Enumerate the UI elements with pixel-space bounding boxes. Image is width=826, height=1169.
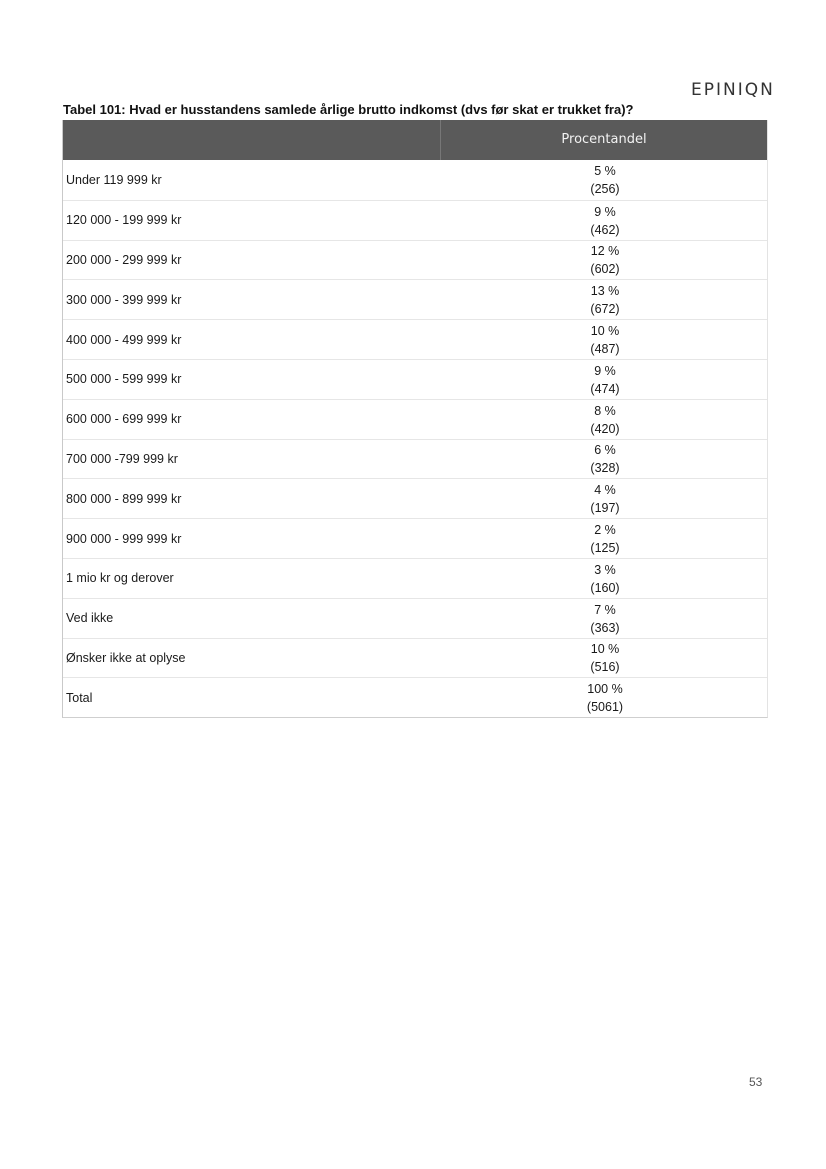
row-count: (462): [590, 222, 620, 237]
row-label: 700 000 -799 999 kr: [66, 451, 178, 466]
table-title: Tabel 101: Hvad er husstandens samlede årlige brutto indkomst (dvs før skat er trukket fra)?: [63, 102, 634, 117]
table-body: [63, 160, 767, 717]
row-percent: 9 %: [594, 204, 616, 219]
row-label: Ønsker ikke at oplyse: [66, 650, 186, 665]
row-count: (420): [590, 421, 620, 436]
row-count: (125): [590, 541, 620, 556]
table-row: [63, 558, 767, 598]
table-row: [63, 399, 767, 439]
row-count: (474): [590, 381, 620, 396]
table-row: [63, 319, 767, 359]
row-label: 500 000 - 599 999 kr: [66, 372, 182, 387]
row-label: 600 000 - 699 999 kr: [66, 412, 182, 427]
row-value: [443, 599, 767, 638]
row-value: [443, 320, 767, 359]
row-count: (363): [590, 620, 620, 635]
row-value: [443, 479, 767, 518]
row-value: [443, 639, 767, 678]
row-percent: 2 %: [594, 523, 616, 538]
header-procentandel: Procentandel: [561, 132, 647, 147]
row-count: (160): [590, 580, 620, 595]
row-percent: 100 %: [587, 682, 623, 697]
row-percent: 10 %: [590, 324, 620, 339]
table-row: [63, 638, 767, 678]
row-value: [443, 201, 767, 240]
row-value: [443, 400, 767, 439]
row-count: (672): [590, 302, 620, 317]
row-label: 800 000 - 899 999 kr: [66, 491, 182, 506]
row-count: (602): [590, 262, 620, 277]
row-percent: 9 %: [594, 363, 616, 378]
table-row: [63, 677, 767, 717]
row-label: 200 000 - 299 999 kr: [66, 252, 182, 267]
row-label: Ved ikke: [66, 611, 114, 626]
page-number: 53: [749, 1075, 763, 1089]
table-row: [63, 240, 767, 280]
row-label: 1 mio kr og derover: [66, 571, 174, 586]
row-label: 400 000 - 499 999 kr: [66, 332, 182, 347]
row-percent: 13 %: [590, 284, 620, 299]
row-label: Total: [66, 690, 93, 705]
income-table: [62, 120, 768, 718]
row-label: 300 000 - 399 999 kr: [66, 292, 182, 307]
row-value: [443, 559, 767, 598]
row-percent: 8 %: [594, 403, 616, 418]
table-header: [63, 120, 767, 160]
row-percent: 12 %: [590, 244, 620, 259]
row-label: 900 000 - 999 999 kr: [66, 531, 182, 546]
row-percent: 10 %: [590, 642, 620, 657]
row-label: Under 119 999 kr: [66, 172, 162, 187]
row-count: (328): [590, 461, 620, 476]
row-value: [443, 519, 767, 558]
row-count: (5061): [586, 700, 624, 715]
table-row: [63, 279, 767, 319]
row-count: (516): [590, 660, 620, 675]
row-value: [443, 440, 767, 479]
row-percent: 6 %: [594, 443, 616, 458]
row-percent: 7 %: [594, 602, 616, 617]
table-row: [63, 478, 767, 518]
row-value: [443, 241, 767, 280]
row-count: (487): [590, 342, 620, 357]
row-value: [443, 678, 767, 717]
row-percent: 3 %: [594, 562, 616, 577]
row-percent: 5 %: [594, 164, 616, 179]
row-value: [443, 280, 767, 319]
epinion-logo: EPINIQN: [691, 80, 775, 100]
table-row: [63, 359, 767, 399]
row-value: [443, 160, 767, 200]
header-empty-cell: [63, 120, 441, 160]
row-count: (197): [590, 501, 620, 516]
table-row: [63, 518, 767, 558]
table-row: [63, 200, 767, 240]
row-percent: 4 %: [594, 483, 616, 498]
table-row: [63, 439, 767, 479]
table-row: [63, 598, 767, 638]
row-value: [443, 360, 767, 399]
row-label: 120 000 - 199 999 kr: [66, 213, 182, 228]
table-row: [63, 160, 767, 200]
row-count: (256): [590, 182, 620, 197]
